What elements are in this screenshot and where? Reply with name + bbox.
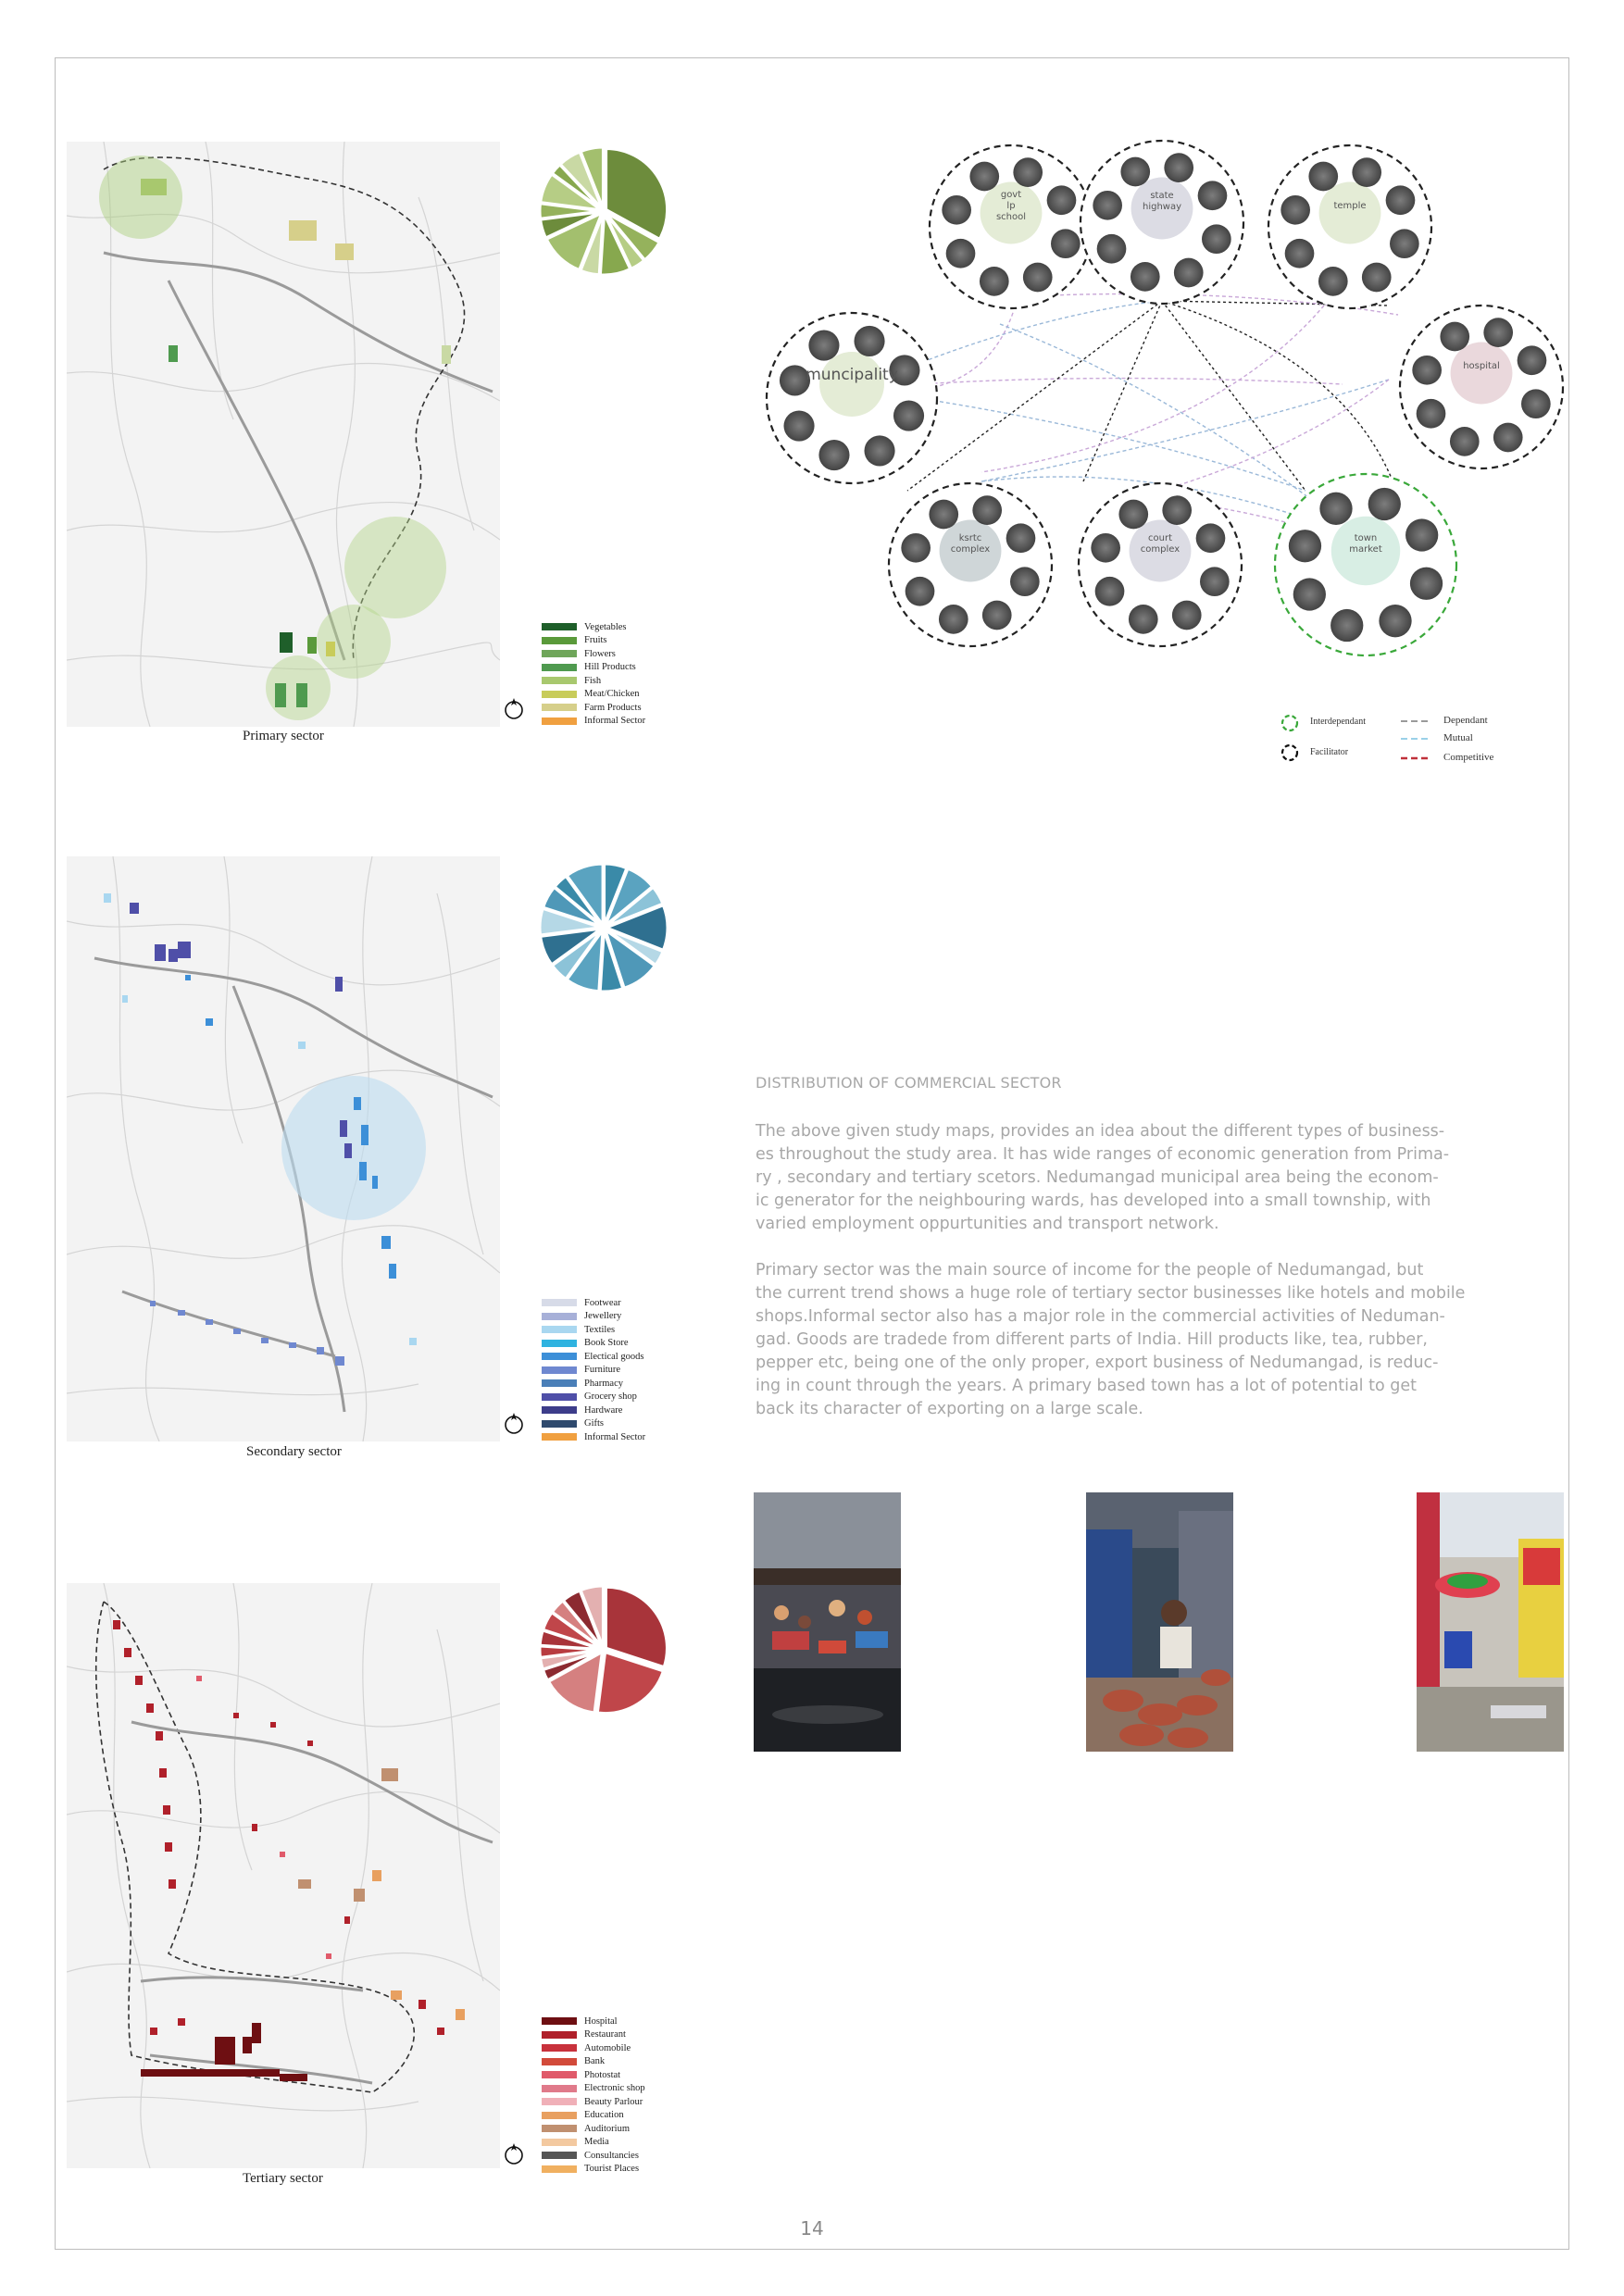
legend-swatch — [542, 637, 577, 644]
legend-swatch — [542, 718, 577, 725]
legend-item — [542, 1310, 645, 1324]
legend-item — [542, 1296, 645, 1310]
network-node-municipality — [767, 313, 937, 483]
legend-label: Informal Sector — [584, 716, 646, 727]
legend-label: Consultancies — [584, 2150, 639, 2161]
legend-item — [542, 634, 645, 648]
paragraph-1 — [756, 1120, 1557, 1236]
facilitator-icon — [1280, 742, 1301, 763]
legend-item — [542, 1430, 645, 1444]
legend-label: Beauty Parlour — [584, 2096, 643, 2107]
legend-swatch — [542, 2152, 577, 2159]
network-node-temple — [1268, 145, 1431, 308]
legend-label: Pharmacy — [584, 1378, 623, 1389]
legend-label: Media — [584, 2137, 609, 2148]
legend-item — [542, 2015, 645, 2028]
legend-item — [542, 1417, 645, 1431]
legend-swatch — [542, 1353, 577, 1360]
legend-label: Bank — [584, 2056, 606, 2067]
interdependent-icon — [1280, 713, 1301, 733]
north-arrow-icon — [504, 2141, 524, 2165]
legend-swatch — [542, 2017, 577, 2025]
legend-item — [542, 1337, 645, 1351]
legend-label: Flowers — [584, 648, 616, 659]
legend-swatch — [542, 2044, 577, 2052]
legend-item — [542, 661, 645, 675]
legend-label: Vegetables — [584, 621, 627, 632]
network-node-label: court complex — [1140, 533, 1181, 555]
legend-swatch — [542, 2071, 577, 2078]
legend-swatch — [542, 2085, 577, 2092]
legend-competitive: Competitive — [1443, 752, 1494, 763]
legend-label: Electical goods — [584, 1351, 644, 1362]
legend-facilitator: Facilitator — [1310, 747, 1349, 757]
legend-label: Hardware — [584, 1404, 623, 1416]
legend-item — [542, 688, 645, 702]
secondary-sector-legend — [542, 1296, 645, 1444]
legend-swatch — [542, 704, 577, 711]
legend-label: Farm Products — [584, 702, 642, 713]
legend-swatch — [542, 2031, 577, 2039]
paragraph-line: es throughout the study area. It has wide ranges of economic generation from Prima- — [756, 1145, 1450, 1164]
network-node-highway — [1081, 141, 1243, 304]
tertiary-sector-map — [67, 1583, 500, 2168]
street-shops-photo — [1417, 1492, 1564, 1752]
legend-swatch — [542, 2125, 577, 2132]
network-node-label: state highway — [1142, 191, 1182, 212]
pottery-vendor-photo — [1086, 1492, 1233, 1752]
secondary-sector-map — [67, 856, 500, 1441]
commercial-network-diagram — [750, 130, 1565, 667]
legend-item — [542, 1364, 645, 1378]
legend-swatch — [542, 1420, 577, 1428]
fish-market-photo — [754, 1492, 901, 1752]
legend-item — [542, 2122, 645, 2136]
legend-item — [542, 1391, 645, 1404]
legend-label: Meat/Chicken — [584, 689, 640, 700]
tertiary-sector-pie — [539, 1585, 668, 1715]
legend-swatch — [542, 1313, 577, 1320]
legend-swatch — [542, 2139, 577, 2146]
legend-dependant: Dependant — [1443, 715, 1488, 726]
legend-item — [542, 674, 645, 688]
legend-label: Hospital — [584, 2015, 618, 2027]
paragraph-line: shops.Informal sector also has a major role in the commercial activities of Neduman- — [756, 1307, 1445, 1326]
secondary-sector-caption: Secondary sector — [246, 1444, 342, 1459]
legend-swatch — [542, 664, 577, 671]
network-node-market — [1275, 474, 1456, 655]
legend-label: Photostat — [584, 2069, 621, 2080]
paragraph-2 — [756, 1259, 1557, 1421]
legend-label: Automobile — [584, 2042, 631, 2053]
primary-sector-map — [67, 142, 500, 727]
legend-label: Grocery shop — [584, 1391, 637, 1403]
legend-item — [542, 2028, 645, 2042]
network-node-label: temple — [1333, 201, 1367, 211]
paragraph-line: back its character of exporting on a large scale. — [756, 1400, 1143, 1418]
legend-item — [542, 2055, 645, 2069]
legend-item — [542, 1377, 645, 1391]
network-node-label: muncipality — [806, 366, 898, 384]
paragraph-line: varied employment oppurtunities and transport network. — [756, 1215, 1219, 1233]
legend-item — [542, 2149, 645, 2163]
tertiary-sector-caption: Tertiary sector — [243, 2171, 323, 2186]
network-node-label: ksrtc complex — [950, 533, 991, 555]
tertiary-sector-legend — [542, 2015, 645, 2176]
legend-item — [542, 2082, 645, 2096]
legend-label: Furniture — [584, 1365, 621, 1376]
paragraph-line: ing in count through the years. A primary based town has a lot of potential to get — [756, 1377, 1417, 1395]
paragraph-line: ic generator for the neighbouring wards, has developed into a small township, with — [756, 1192, 1431, 1210]
legend-item — [542, 2109, 645, 2123]
legend-item — [542, 2163, 645, 2177]
legend-item — [542, 2136, 645, 2150]
legend-swatch — [542, 623, 577, 630]
network-node-hospital — [1400, 306, 1563, 468]
legend-label: Auditorium — [584, 2123, 630, 2134]
legend-item — [542, 2068, 645, 2082]
legend-label: Hill Products — [584, 662, 636, 673]
legend-item — [542, 1350, 645, 1364]
paragraph-line: Primary sector was the main source of income for the people of Nedumangad, but — [756, 1261, 1424, 1279]
legend-swatch — [542, 2058, 577, 2065]
primary-sector-legend — [542, 620, 645, 728]
legend-swatch — [542, 650, 577, 657]
legend-swatch — [542, 1299, 577, 1306]
secondary-sector-pie — [539, 863, 668, 992]
legend-label: Education — [584, 2110, 624, 2121]
legend-label: Fruits — [584, 635, 607, 646]
page-number: 14 — [800, 2217, 824, 2240]
legend-swatch — [542, 1406, 577, 1414]
legend-item — [542, 1404, 645, 1417]
legend-swatch — [542, 1340, 577, 1347]
primary-sector-caption: Primary sector — [243, 729, 324, 743]
legend-swatch — [542, 1366, 577, 1374]
legend-swatch — [542, 1433, 577, 1441]
legend-swatch — [542, 1393, 577, 1401]
section-heading: DISTRIBUTION OF COMMERCIAL SECTOR — [756, 1074, 1062, 1092]
network-node-court — [1079, 483, 1242, 646]
legend-label: Jewellery — [584, 1311, 622, 1322]
north-arrow-icon — [504, 696, 524, 720]
north-arrow-icon — [504, 1411, 524, 1435]
network-node-label: hospital — [1463, 361, 1500, 371]
network-node-ksrtc — [889, 483, 1052, 646]
legend-item — [542, 1323, 645, 1337]
legend-label: Gifts — [584, 1418, 604, 1429]
legend-mutual: Mutual — [1443, 732, 1473, 743]
legend-label: Informal Sector — [584, 1431, 646, 1442]
legend-item — [542, 701, 645, 715]
legend-swatch — [542, 1379, 577, 1387]
legend-label: Textiles — [584, 1324, 616, 1335]
legend-swatch — [542, 2098, 577, 2105]
paragraph-line: pepper etc, being one of the only proper, export business of Nedumangad, is reduc- — [756, 1354, 1439, 1372]
primary-sector-pie — [539, 146, 668, 276]
network-node-label: town market — [1349, 533, 1382, 555]
legend-label: Restaurant — [584, 2029, 626, 2040]
legend-item — [542, 2095, 645, 2109]
legend-label: Electronic shop — [584, 2083, 645, 2094]
legend-label: Tourist Places — [584, 2164, 640, 2175]
legend-swatch — [542, 1326, 577, 1333]
legend-interdependent: Interdependant — [1310, 717, 1366, 727]
network-node-school — [930, 145, 1093, 308]
legend-swatch — [542, 2165, 577, 2173]
legend-item — [542, 647, 645, 661]
network-legend — [1280, 713, 1521, 768]
line-style-icons — [1401, 718, 1429, 764]
paragraph-line: gad. Goods are tradede from different parts of India. Hill products like, tea, rubber, — [756, 1330, 1428, 1349]
legend-item — [542, 620, 645, 634]
paragraph-line: The above given study maps, provides an idea about the different types of business- — [756, 1122, 1445, 1141]
legend-swatch — [542, 2112, 577, 2119]
legend-swatch — [542, 677, 577, 684]
paragraph-line: ry , secondary and tertiary scetors. Nedumangad municipal area being the econom- — [756, 1168, 1439, 1187]
legend-label: Book Store — [584, 1338, 629, 1349]
legend-label: Footwear — [584, 1297, 621, 1308]
legend-item — [542, 2041, 645, 2055]
paragraph-line: the current trend shows a huge role of tertiary sector businesses like hotels and mobile — [756, 1284, 1466, 1303]
legend-label: Fish — [584, 675, 602, 686]
legend-item — [542, 715, 645, 729]
network-node-label: govt lp school — [995, 190, 1027, 222]
legend-swatch — [542, 691, 577, 698]
